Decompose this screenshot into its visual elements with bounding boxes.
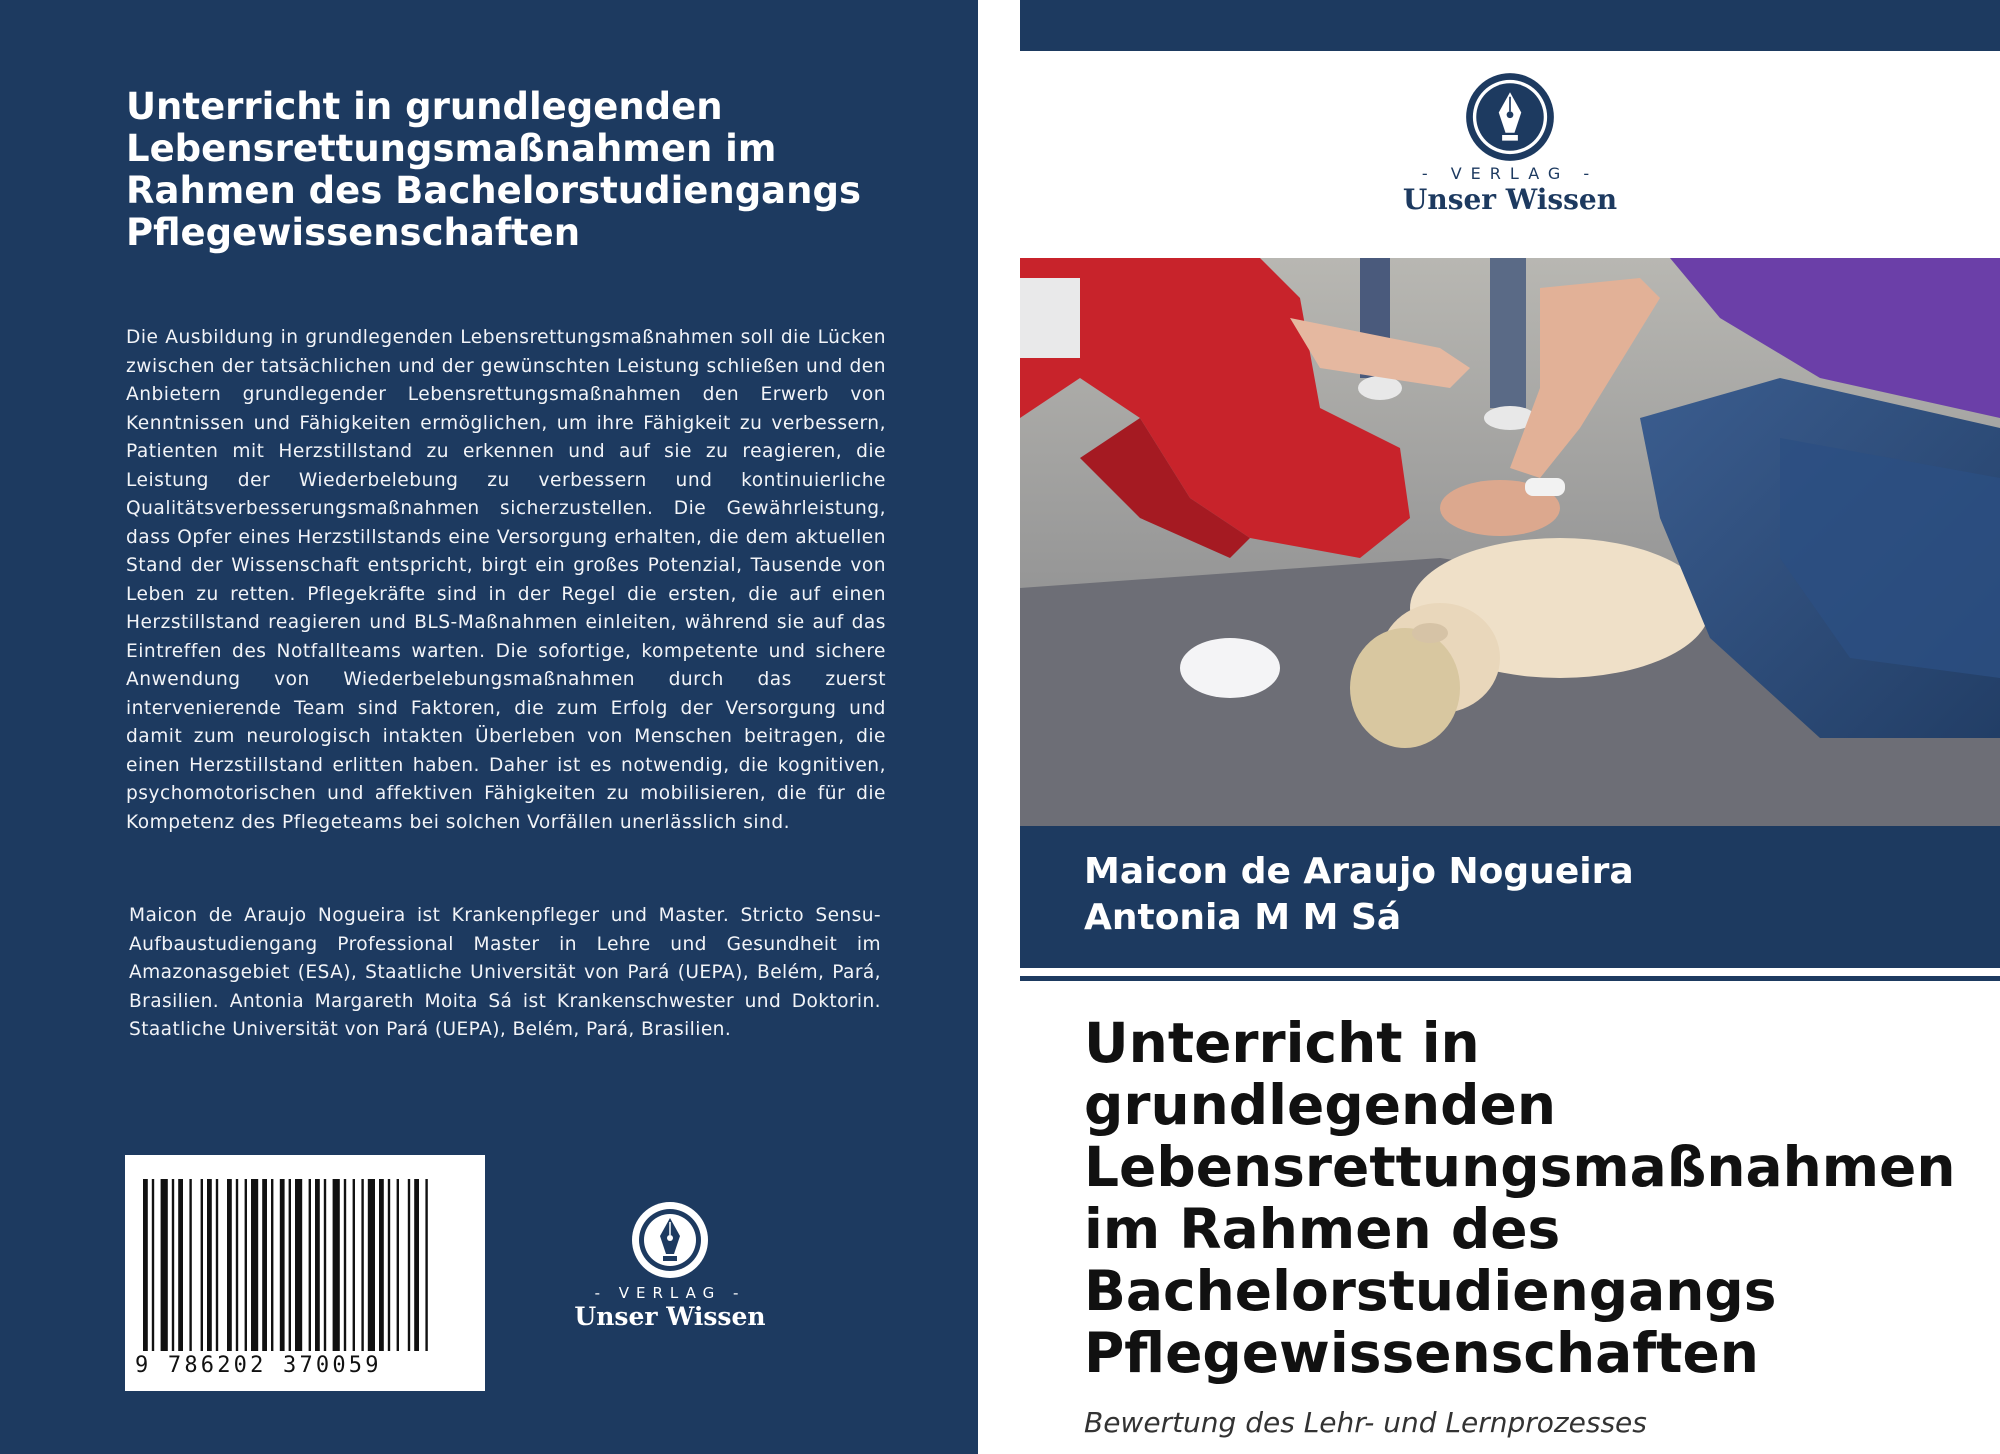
isbn-barcode bbox=[125, 1155, 485, 1391]
spine-gap bbox=[978, 0, 1020, 1454]
title-line: Pflegewissenschaften bbox=[1084, 1321, 1759, 1385]
back-cover bbox=[0, 0, 978, 1454]
pen-nib-seal-icon bbox=[630, 1200, 710, 1280]
publisher-logo-front bbox=[1390, 72, 1630, 216]
logo-brand-text: Unser Wissen bbox=[1402, 183, 1618, 216]
pen-nib-seal-icon bbox=[1465, 72, 1555, 162]
front-cover-title bbox=[1084, 1012, 1994, 1384]
author-name-2: Antonia M M Sá bbox=[1084, 897, 1402, 938]
title-line: Lebensrettungsmaßnahmen bbox=[1084, 1135, 1956, 1199]
front-cover-subtitle: Bewertung des Lehr- und Lernprozesses bbox=[1084, 1406, 1647, 1439]
author-bio: Maicon de Araujo Nogueira ist Krankenpfleger und Master. Stricto Sensu-Aufbaustudiengang Professional Master in Lehre und Gesundheit im Amazonasgebiet (ESA), Staatliche Universität von Pará (UEPA), Belém, Pará, Brasilien. Antonia Margareth Moita Sá ist Krankenschwester und Doktorin. Staatliche Universität von Pará (UEPA), Belém, Pará, Brasilien. bbox=[129, 905, 881, 1040]
back-cover-blurb: Die Ausbildung in grundlegenden Lebensrettungsmaßnahmen soll die Lücken zwischen der tatsächlichen und der gewünschten Leistung schließen und den Anbietern grundlegender Lebensrettungsmaßnahmen den Erwerb von Kenntnissen und Fähigkeiten ermöglichen, um ihre Fähigkeit zu verbessern, Patienten mit Herzstillstand zu erkennen und auf sie zu reagieren, die Leistung der Wiederbelebung zu verbessern und kontinuierliche Qualitätsverbesserungsmaßnahmen sicherzustellen. Die Gewährleistung, dass Opfer eines Herzstillstands eine Versorgung erhalten, die dem aktuellen Stand der Wissenschaft entspricht, birgt ein großes Potenzial, Tausende von Leben zu retten. Pflegekräfte sind in der Regel die ersten, die auf einen Herzstillstand reagieren und BLS-Maßnahmen einleiten, während sie auf das Eintreffen des Notfallteams warten. Die sofortige, kompetente und sichere Anwendung von Wiederbelebungsmaßnahmen durch das zuerst intervenierende Team sind Faktoren, die zum Erfolg der Versorgung und damit zum neurologisch intakten Überleben von Menschen beitragen, die einen Herzstillstand erlitten haben. Daher ist es notwendig, die kognitiven, psychomotorischen und affektiven Fähigkeiten zu mobilisieren, die für die Kompetenz des Pflegeteams bei solchen Vorfällen unerlässlich sind. bbox=[126, 327, 886, 833]
title-line: im Rahmen des bbox=[1084, 1197, 1561, 1261]
logo-verlag-text: - VERLAG - bbox=[594, 1284, 746, 1302]
back-cover-title: Unterricht in grundlegenden Lebensrettungsmaßnahmen im Rahmen des Bachelorstudiengangs Pflegewissenschaften bbox=[126, 85, 861, 254]
barcode-icon bbox=[143, 1179, 467, 1351]
top-band bbox=[1020, 0, 2000, 51]
title-line: grundlegenden bbox=[1084, 1073, 1556, 1137]
author-name-1: Maicon de Araujo Nogueira bbox=[1084, 851, 1634, 892]
cpr-photo-illustration bbox=[1020, 258, 2000, 826]
publisher-logo-back bbox=[570, 1200, 770, 1331]
divider-rule bbox=[1020, 976, 2000, 981]
title-line: Bachelorstudiengangs bbox=[1084, 1259, 1777, 1323]
cover-photo-cpr-training bbox=[1020, 258, 2000, 826]
title-line: Unterricht in bbox=[1084, 1011, 1480, 1075]
front-cover bbox=[1020, 0, 2000, 1454]
logo-brand-text: Unser Wissen bbox=[574, 1302, 766, 1331]
author-band bbox=[1020, 826, 2000, 968]
logo-verlag-text: - VERLAG - bbox=[1421, 164, 1599, 183]
isbn-digits: 9 786202 370059 bbox=[135, 1353, 382, 1378]
